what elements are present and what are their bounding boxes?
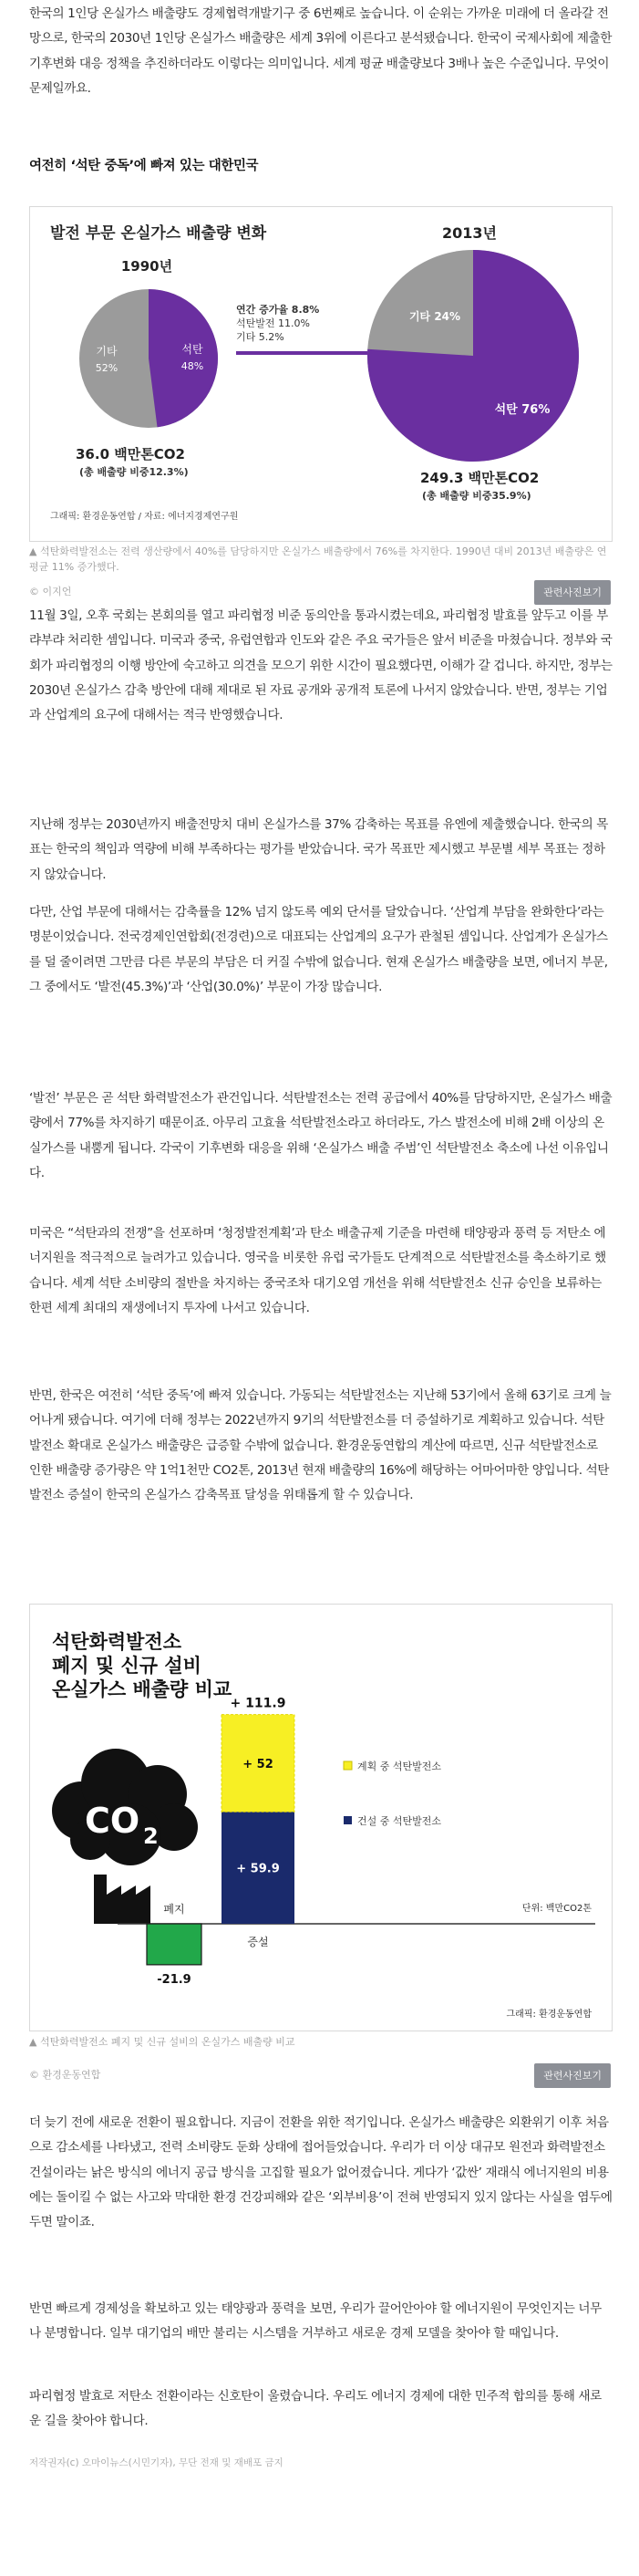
category-closure: 폐지 <box>163 1903 185 1916</box>
legend-construct-label: 건설 중 석탄발전소 <box>357 1815 442 1827</box>
total-2013: 249.3 백만톤CO2 <box>420 470 540 486</box>
figure1-copyright: © 이지언 <box>29 586 72 597</box>
figure-coal-plant-comparison <box>29 1604 613 2031</box>
subheading: 여전히 ‘석탄 중독’에 빠져 있는 대한민국 <box>29 159 259 173</box>
figure2-copyright: © 환경운동연합 <box>29 2069 101 2081</box>
growth-rate-total: 연간 증가율 8.8% <box>236 304 320 316</box>
paragraph-10: 파리협정 발효로 저탄소 전환이라는 신호탄이 울렸습니다. 우리도 에너지 경제에 대한 민주적 합의를 통해 새로운 길을 찾아야 합니다. <box>29 2389 602 2429</box>
figure1-credit: 그래픽: 환경운동연합 / 자료: 에너지경제연구원 <box>50 512 239 522</box>
figure2-caption: ▲ 석탄화력발전소 폐지 및 신규 설비의 온실가스 배출량 비교 <box>29 2036 295 2048</box>
pie-2013-other-label: 기타 24% <box>408 310 461 323</box>
pie-1990-other-label: 기타 <box>96 345 118 358</box>
bar-planned-label: + 52 <box>242 1757 273 1771</box>
share-1990: (총 배출량 비중12.3%) <box>79 466 189 478</box>
co2-cloud-icon <box>52 1749 198 1865</box>
bar-closure-label: -21.9 <box>157 1972 191 1987</box>
total-1990: 36.0 백만톤CO2 <box>76 446 185 462</box>
figure-emission-change <box>29 206 613 542</box>
pie-1990 <box>79 289 218 428</box>
legend-planned-swatch <box>344 1761 352 1770</box>
year-2013: 2013년 <box>442 224 497 242</box>
pie-1990-coal-pct: 48% <box>180 360 204 372</box>
pie-chart-figure <box>30 207 612 541</box>
factory-icon <box>94 1875 150 1924</box>
co2-text: CO <box>85 1801 140 1841</box>
pie-2013 <box>367 250 579 462</box>
year-1990: 1990년 <box>120 258 173 275</box>
bar-closure <box>147 1924 201 1965</box>
paragraph-1: 한국의 1인당 온실가스 배출량도 경제협력개발기구 중 6번째로 높습니다. 이 순위는 가까운 미래에 더 올라갈 전망으로, 한국의 2030년 1인당 온실가스 배출량은 세계 3위에 이른다고 분석됐습니다. 한국이 국제사회에 제출한 기후변화 대응 정책을 추진하더라도 이렇다는 의미입니다. 세계 평균 배출량보다 3배나 높은 수준입니다. 무엇이 문제일까요. <box>29 6 613 96</box>
pie-1990-other-pct: 52% <box>95 362 119 374</box>
bar-total-label: + 111.9 <box>230 1696 286 1711</box>
growth-rate-coal: 석탄발전 11.0% <box>236 317 310 329</box>
paragraph-4: 다만, 산업 부문에 대해서는 감축률을 12% 넘지 않도록 예외 단서를 달았습니다. ‘산업계 부담을 완화한다’라는 명분이었습니다. 전국경제인연합회(전경련)으로 대표되는 산업계의 요구가 관철된 셈입니다. 산업계가 온실가스를 덜 줄이려면 그만큼 다른 부문의 부담은 더 커질 수밖에 없습니다. 현재 온실가스 배출량을 보면, 에너지 부문, 그 중에서도 ‘발전(45.3%)’과 ‘산업(30.0%)’ 부문이 가장 많습니다. <box>29 905 608 994</box>
paragraph-7: 반면, 한국은 여전히 ‘석탄 중독’에 빠져 있습니다. 가동되는 석탄발전소는 지난해 53기에서 올해 63기로 크게 늘어나게 됐습니다. 여기에 더해 정부는 2022년까지 9기의 석탄발전소를 더 증설하기로 계획하고 있습니다. 석탄발전소 확대로 온실가스 배출량은 급증할 수밖에 없습니다. 환경운동연합의 계산에 따르면, 신규 석탄발전소로 인한 배출량 증가량은 약 1억1천만 CO2톤, 2013년 현재 배출량의 16%에 해당하는 어마어마한 양입니다. 석탄발전소 증설이 한국의 온실가스 감축목표 달성을 위태롭게 할 수 있습니다. <box>29 1388 612 1503</box>
figure2-credit: 그래픽: 환경운동연합 <box>506 2010 592 2020</box>
chart-unit: 단위: 백만CO2톤 <box>521 1904 592 1914</box>
share-2013: (총 배출량 비중35.9%) <box>422 490 531 502</box>
figure1-caption: ▲ 석탄화력발전소는 전력 생산량에서 40%를 담당하지만 온실가스 배출량에서 76%를 차지한다. 1990년 대비 2013년 배출량은 연평균 11% 증가했다. <box>29 545 607 573</box>
legend-planned-label: 계획 중 석탄발전소 <box>357 1761 442 1772</box>
copyright-footer: 저작권자(c) 오마이뉴스(시민기자), 무단 전재 및 재배포 금지 <box>29 2457 283 2468</box>
paragraph-3: 지난해 정부는 2030년까지 배출전망치 대비 온실가스를 37% 감축하는 목표를 유엔에 제출했습니다. 한국의 목표는 한국의 책임과 역량에 비해 부족하다는 평가를 받았습니다. 국가 목표만 제시했고 부문별 세부 목표는 정하지 않았습니다. <box>29 817 608 882</box>
co2-subscript: 2 <box>143 1823 159 1849</box>
bar-construct-label: + 59.9 <box>236 1862 280 1876</box>
paragraph-8: 더 늦기 전에 새로운 전환이 필요합니다. 지금이 전환을 위한 적기입니다. 온실가스 배출량은 외환위기 이후 처음으로 감소세를 나타냈고, 전력 소비량도 둔화 상태에 접어들었습니다. 우리가 더 이상 대규모 원전과 화력발전소 건설이라는 낡은 방식의 에너지 공급 방식을 고집할 필요가 없어졌습니다. 게다가 ‘값싼’ 재래식 에너지원의 비용에는 돌이킬 수 없는 사고와 막대한 환경 건강피해와 같은 ‘외부비용’이 전혀 반영되지 있지 않다는 사실을 염두에 두면 말이죠. <box>29 2115 613 2230</box>
growth-rate-other: 기타 5.2% <box>236 331 284 343</box>
figure1-title: 발전 부문 온실가스 배출량 변화 <box>50 224 267 243</box>
figure2-title-1: 석탄화력발전소 <box>52 1631 182 1653</box>
related-photos-button[interactable]: 관련사진보기 <box>534 580 611 605</box>
pie-1990-coal <box>149 289 218 427</box>
pie-2013-coal-label: 석탄 76% <box>494 403 551 417</box>
paragraph-5: ‘발전’ 부문은 곧 석탄 화력발전소가 관건입니다. 석탄발전소는 전력 공급에서 40%를 담당하지만, 온실가스 배출량에서 77%를 차지하기 때문이죠. 아무리 고효율 석탄발전소라고 하더라도, 가스 발전소에 비해 2배 이상의 온실가스를 내뿜게 됩니다. 각국이 기후변화 대응을 위해 ‘온실가스 배출 주범’인 석탄발전소 축소에 나선 이유입니다. <box>29 1091 613 1180</box>
related-photos-button-2[interactable]: 관련사진보기 <box>534 2063 611 2088</box>
paragraph-2: 11월 3일, 오후 국회는 본회의를 열고 파리협정 비준 동의안을 통과시켰는데요, 파리협정 발효를 앞두고 이를 부랴부랴 처리한 셈입니다. 미국과 중국, 유럽연합과 인도와 같은 주요 국가들은 앞서 비준을 마쳤습니다. 정부와 국회가 파리협정의 이행 방안에 숙고하고 의견을 모으기 위한 시간이 필요했다면, 이해가 갈 겁니다. 하지만, 정부는 2030년 온실가스 감축 방안에 대해 제대로 된 자료 공개와 공개적 토론에 나서지 않았습니다. 반면, 정부는 기업과 산업계의 요구에 대해서는 적극 반영했습니다. <box>29 608 613 723</box>
paragraph-6: 미국은 “석탄과의 전쟁”을 선포하며 ‘청정발전계획’과 탄소 배출규제 기준을 마련해 태양광과 풍력 등 저탄소 에너지원을 적극적으로 늘려가고 있습니다. 영국을 비롯한 유럽 국가들도 단계적으로 석탄발전소를 축소하기로 했습니다. 세계 석탄 소비량의 절반을 차지하는 중국조차 대기오염 개선을 위해 석탄발전소 신규 승인을 보류하는 한편 세계 최대의 재생에너지 투자에 나서고 있습니다. <box>29 1226 606 1315</box>
figure2-title-2: 폐지 및 신규 설비 <box>52 1655 201 1677</box>
legend-construct-swatch <box>344 1816 352 1824</box>
bar-chart-figure <box>30 1605 612 2031</box>
paragraph-9: 반면 빠르게 경제성을 확보하고 있는 태양광과 풍력을 보면, 우리가 끌어안아야 할 에너지원이 무엇인지는 너무나 분명합니다. 일부 대기업의 배만 불리는 시스템을 거부하고 새로운 경제 모델을 찾아야 할 때입니다. <box>29 2301 602 2342</box>
pie-1990-coal-label: 석탄 <box>181 343 203 356</box>
category-increase: 증설 <box>247 1936 269 1948</box>
figure2-title-3: 온실가스 배출량 비교 <box>52 1678 232 1700</box>
